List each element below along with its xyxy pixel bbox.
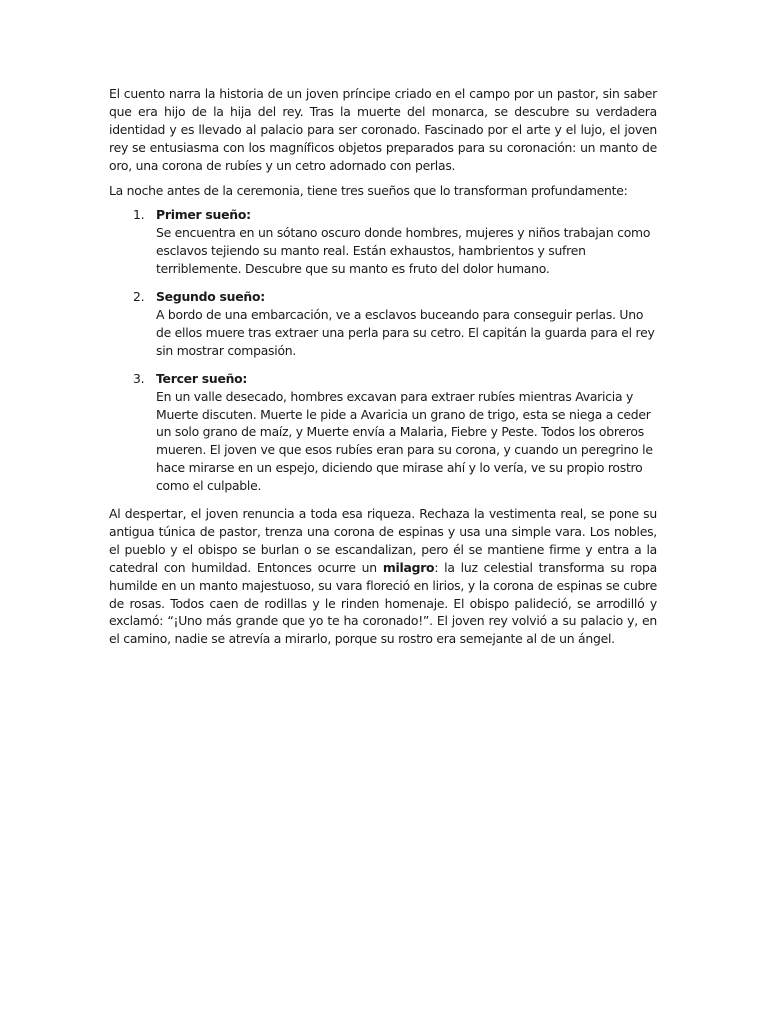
list-item-text: En un valle desecado, hombres excavan para extraer rubíes mientras Avaricia y Muerte discuten. Muerte le pide a Avaricia un grano de trigo, esta se niega a ceder un solo grano de maíz, y Muerte envía a Malaria, Fiebre y Peste. Todos los obreros mueren. El joven ve que esos rubíes eran para su corona, y cuando un peregrino le hace mirarse en un espejo, diciendo que mirase ahí y lo vería, ve su propio rostro como el culpable. bbox=[156, 388, 653, 494]
ending-text-before: Al despertar, el joven renuncia a toda esa riqueza. Rechaza la vestimenta real, se pone su antigua túnica de pastor, trenza una corona de espinas y usa una simple vara. Los nobles, el pueblo y el obispo se burlan o se escandalizan, pero él se mantiene firme y entra a la catedral con humildad. Entonces ocurre un bbox=[109, 506, 657, 575]
list-item-number: 2. bbox=[133, 289, 145, 305]
list-item-text: Se encuentra en un sótano oscuro donde hombres, mujeres y niños trabajan como esclavos tejiendo su manto real. Están exhaustos, hambrientos y sufren terriblemente. Descubre que su manto es fruto del dolor humano. bbox=[156, 225, 651, 277]
list-item bbox=[109, 288, 657, 360]
dreams-intro-paragraph: La noche antes de la ceremonia, tiene tres sueños que lo transforman profundamente: bbox=[109, 182, 628, 198]
list-item bbox=[109, 370, 657, 495]
ending-paragraph bbox=[109, 505, 657, 648]
ending-text-after: : la luz celestial transforma su ropa humilde en un manto majestuoso, su vara floreció en lirios, y la corona de espinas se cubre de rosas. Todos caen de rodillas y le rinden homenaje. El obispo palideció, se arrodilló y exclamó: “¡Uno más grande que yo te ha coronado!”. El joven rey volvió a su palacio y, en el camino, nadie se atrevía a mirarlo, porque su rostro era semejante al de un ángel. bbox=[109, 559, 657, 647]
ending-bold-word: milagro bbox=[382, 559, 435, 575]
list-item-title: Tercer sueño: bbox=[156, 370, 248, 386]
list-item bbox=[109, 206, 657, 278]
document-page bbox=[109, 85, 657, 655]
list-item-number: 3. bbox=[133, 370, 145, 386]
dreams-list bbox=[109, 206, 657, 495]
intro-paragraph: El cuento narra la historia de un joven príncipe criado en el campo por un pastor, sin saber que era hijo de la hija del rey. Tras la muerte del monarca, se descubre su verdadera identidad y es llevado al palacio para ser coronado. Fascinado por el arte y el lujo, el joven rey se entusiasma con los magníficos objetos preparados para su coronación: un manto de oro, una corona de rubíes y un cetro adornado con perlas. bbox=[109, 86, 657, 173]
list-item-title: Primer sueño: bbox=[156, 207, 251, 223]
list-item-title: Segundo sueño: bbox=[156, 289, 265, 305]
list-item-number: 1. bbox=[133, 207, 145, 223]
list-item-text: A bordo de una embarcación, ve a esclavos buceando para conseguir perlas. Uno de ellos muere tras extraer una perla para su cetro. El capitán la guarda para el rey sin mostrar compasión. bbox=[156, 306, 655, 358]
